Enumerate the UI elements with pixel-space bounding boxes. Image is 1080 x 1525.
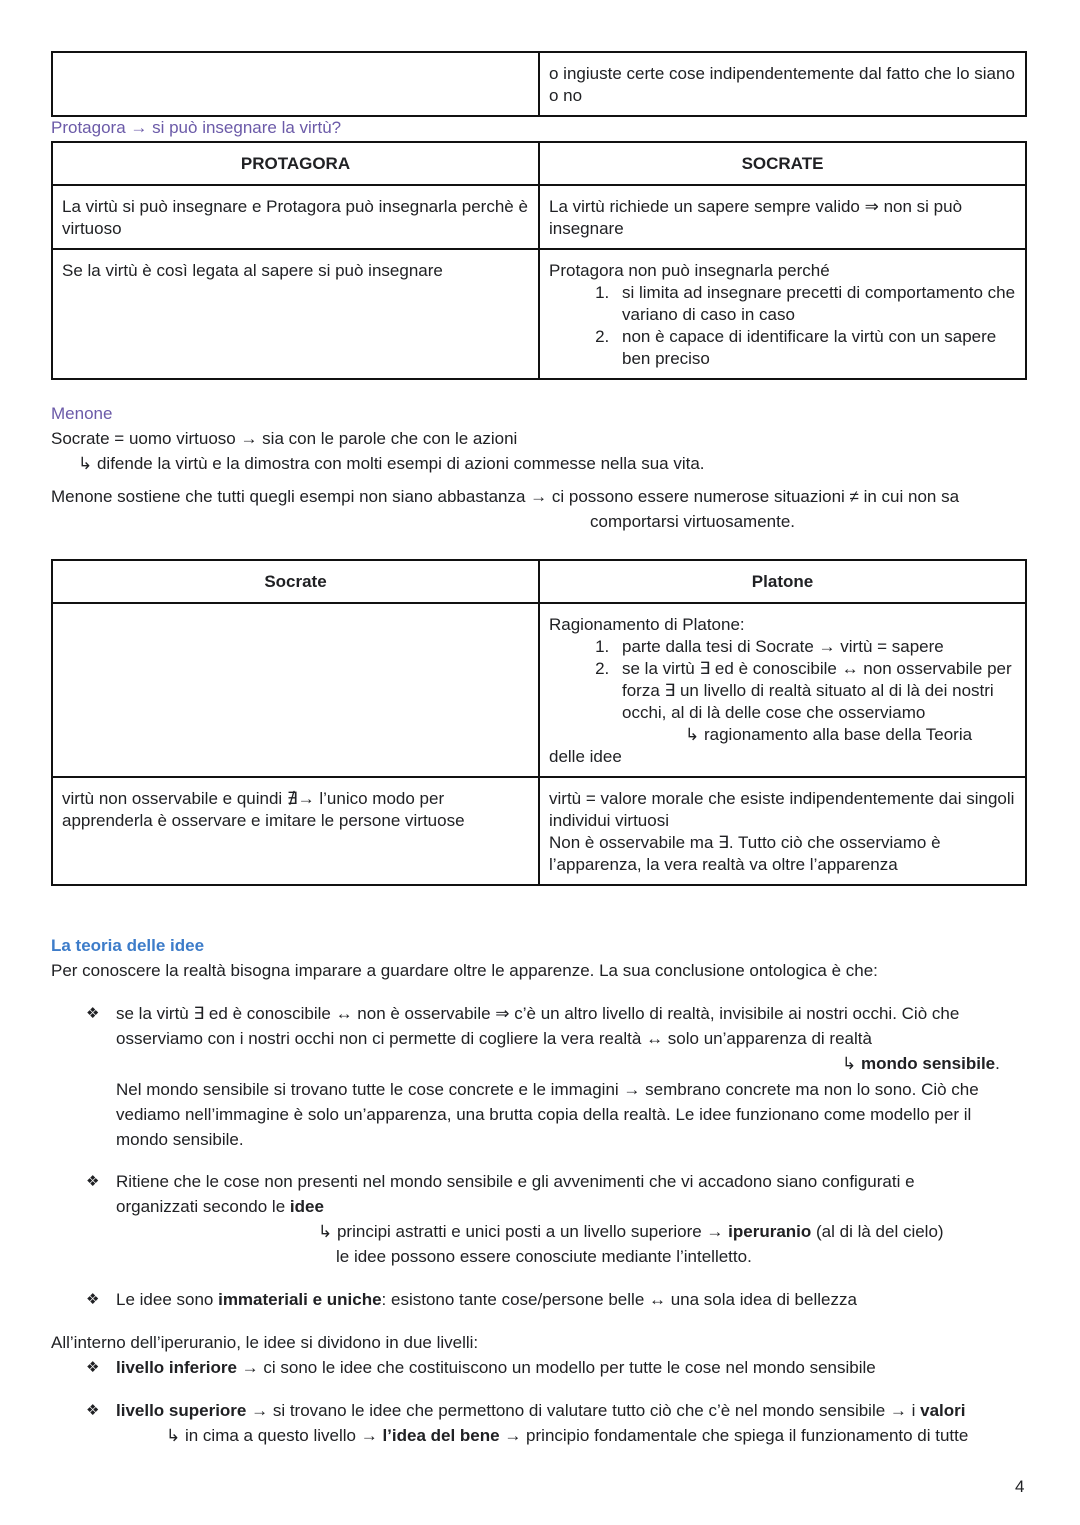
protagora-socrate-table [51, 141, 1027, 380]
b1-paragraph: Nel mondo sensibile si trovano tutte le cose concrete e le immagini → sembrano concrete ma non lo sono. Ciò che vediamo nell’immagine è solo un’apparenza, una brutta copia della realtà. Le idee funzionano come modello per il mondo sensibile. [116, 1080, 979, 1149]
list-item: 1. parte dalla tesi di Socrate → virtù = sapere [614, 636, 1016, 658]
socrate-platone-table [51, 559, 1027, 886]
bullet-diamond-icon: ❖ [86, 1291, 100, 1308]
b2-line-2 [116, 1196, 324, 1218]
t2-r1-intro: Ragionamento di Platone: [549, 615, 745, 634]
immateriali-term: immateriali e uniche [218, 1290, 382, 1309]
b3-text: : esistono tante cose/persone belle ↔ una sola idea di bellezza [381, 1290, 857, 1309]
b2-sub-text: (al di là del cielo) [811, 1222, 944, 1241]
b1-line-2: osserviamo con i nostri occhi non ci permette di cogliere la vera realtà ↔ solo un’apparenza di realtà [116, 1029, 872, 1048]
period: . [995, 1054, 1000, 1073]
menone-line-2: ↳ difende la virtù e la dimostra con molti esempi di azioni commesse nella sua vita. [78, 454, 705, 473]
b1-arrow-line [842, 1053, 1000, 1075]
continuation-left-cell [52, 52, 539, 116]
mondo-sensibile-term: mondo sensibile [860, 1054, 996, 1073]
menone-line-4: comportarsi virtuosamente. [590, 512, 796, 531]
list-item: 2. non è capace di identificare la virtù con un sapere ben preciso [614, 326, 1016, 370]
t2-r1-list [549, 636, 1016, 724]
continuation-right-cell: o ingiuste certe cose indipendentemente dal fatto che lo siano o no [539, 52, 1026, 116]
r1-left-cell: La virtù si può insegnare e Protagora può insegnarla perchè è virtuoso [52, 185, 539, 249]
iperuranio-term: iperuranio [728, 1222, 812, 1241]
t2-r1-arrow-line: ↳ ragionamento alla base della Teoria [685, 725, 973, 744]
bullet-diamond-icon: ❖ [86, 1402, 100, 1419]
r2-right-cell [539, 249, 1026, 379]
header-socrate: SOCRATE [539, 142, 1026, 185]
idee-term: idee [289, 1197, 324, 1216]
list-item: 2. se la virtù ∃ ed è conoscibile ↔ non osservabile per forza ∃ un livello di realtà situato al di là dei nostri occhi, al di là delle cose che osserviamo [614, 658, 1016, 724]
level-inferiore [116, 1357, 876, 1379]
header-socrate-2: Socrate [52, 560, 539, 603]
t2-r1-right-cell [539, 603, 1026, 777]
header-platone: Platone [539, 560, 1026, 603]
teoria-intro: Per conoscere la realtà bisogna imparare a guardare oltre le apparenze. La sua conclusione ontologica è che: [51, 961, 878, 980]
menone-heading: Menone [51, 404, 113, 423]
livello-inferiore-term: livello inferiore [116, 1358, 237, 1377]
r2-right-intro: Protagora non può insegnarla perché [549, 261, 830, 280]
menone-line-1: Socrate = uomo virtuoso → sia con le parole che con le azioni [51, 429, 518, 448]
level-sub-text: ↳ in cima a questo livello → [166, 1426, 383, 1445]
level-text: → ci sono le idee che costituiscono un modello per tutte le cose nel mondo sensibile [236, 1358, 876, 1377]
t2-r2-right-2: Non è osservabile ma ∃. Tutto ciò che osserviamo è l’apparenza, la vera realtà va oltre l’apparenza [549, 833, 941, 874]
b2-text: organizzati secondo le [116, 1197, 290, 1216]
t2-r2-left-cell: virtù non osservabile e quindi ∄→ l’unico modo per apprenderla è osservare e imitare le persone virtuose [52, 777, 539, 885]
menone-line-3: Menone sostiene che tutti quegli esempi non siano abbastanza → ci possono essere numerose situazioni ≠ in cui non sa [51, 487, 960, 506]
level-sub-text: → principio fondamentale che spiega il funzionamento di tutte [499, 1426, 969, 1445]
idea-del-bene-term: l’idea del bene [382, 1426, 500, 1445]
level-superiore-sub [166, 1425, 968, 1447]
t2-r1-end: delle idee [549, 747, 622, 766]
b2-line-1: Ritiene che le cose non presenti nel mondo sensibile e gli avvenimenti che vi accadono siano configurati e [116, 1172, 915, 1191]
level-superiore [116, 1400, 966, 1422]
livello-superiore-term: livello superiore [116, 1401, 247, 1420]
t2-r2-right-cell [539, 777, 1026, 885]
teoria-heading: La teoria delle idee [51, 936, 205, 955]
bullet-diamond-icon: ❖ [86, 1173, 100, 1190]
levels-intro: All’interno dell’iperuranio, le idee si dividono in due livelli: [51, 1333, 479, 1352]
b3-line [116, 1289, 857, 1311]
header-protagora: PROTAGORA [52, 142, 539, 185]
b2-sub-1 [318, 1221, 944, 1243]
curved-arrow-icon: ↳ [842, 1054, 857, 1073]
r2-left-cell: Se la virtù è così legata al sapere si può insegnare [52, 249, 539, 379]
b3-text: Le idee sono [116, 1290, 219, 1309]
bullet-diamond-icon: ❖ [86, 1005, 100, 1022]
r1-right-cell: La virtù richiede un sapere sempre valido ⇒ non si può insegnare [539, 185, 1026, 249]
protagora-heading: Protagora → si può insegnare la virtù? [51, 118, 342, 137]
level-text: → si trovano le idee che permettono di valutare tutto ciò che c’è nel mondo sensibile → i [246, 1401, 921, 1420]
t2-r2-right-1: virtù = valore morale che esiste indipendentemente dai singoli individui virtuosi [549, 789, 1015, 830]
valori-term: valori [920, 1401, 966, 1420]
r2-right-list [549, 282, 1016, 370]
t2-r1-left-cell [52, 603, 539, 777]
bullet-diamond-icon: ❖ [86, 1359, 100, 1376]
continuation-table [51, 51, 1027, 117]
b1-line-1: se la virtù ∃ ed è conoscibile ↔ non è osservabile ⇒ c’è un altro livello di realtà, invisibile ai nostri occhi. Ciò che [116, 1004, 960, 1023]
b2-sub-text: ↳ principi astratti e unici posti a un livello superiore → [318, 1222, 729, 1241]
list-item: 1. si limita ad insegnare precetti di comportamento che variano di caso in caso [614, 282, 1016, 326]
page-number: 4 [1015, 1477, 1025, 1496]
b2-sub-2: le idee possono essere conosciute mediante l’intelletto. [336, 1247, 752, 1266]
